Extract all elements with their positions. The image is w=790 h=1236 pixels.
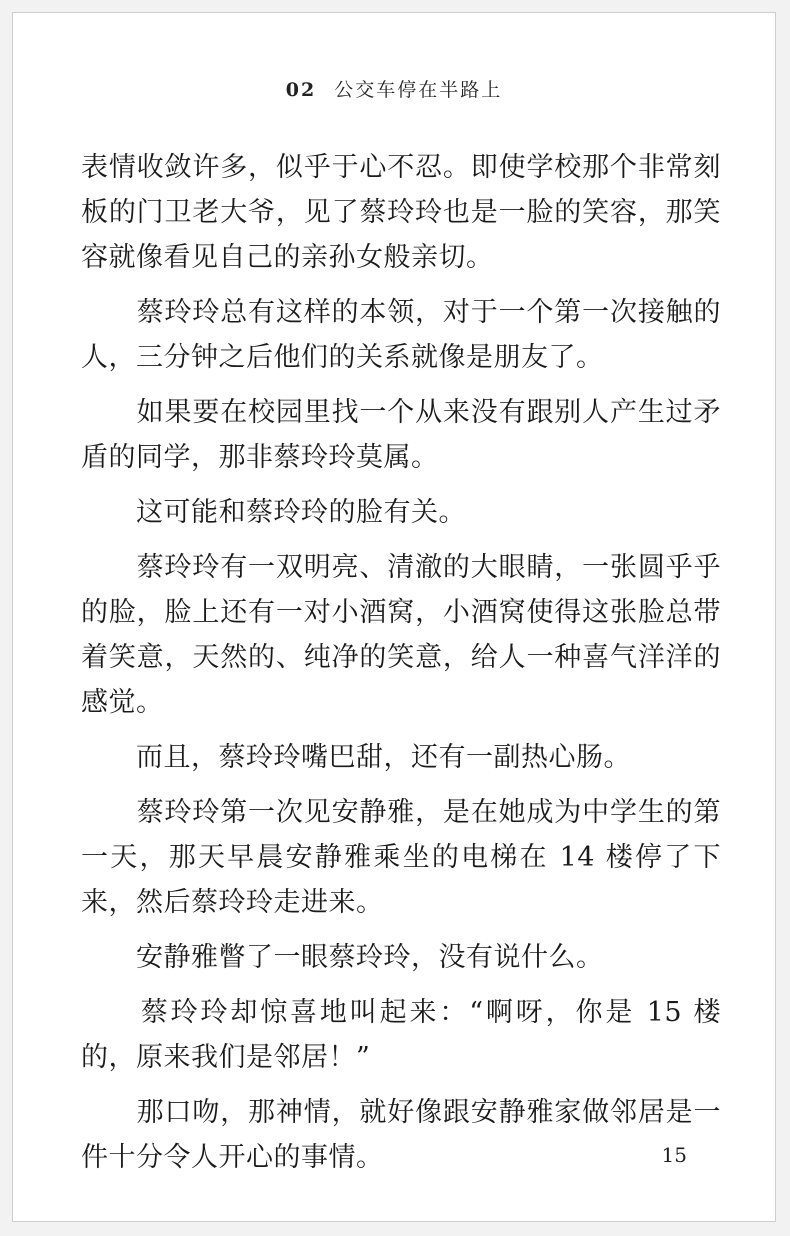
paragraph: 蔡玲玲第一次见安静雅，是在她成为中学生的第一天，那天早晨安静雅乘坐的电梯在 14 楼停了下来，然后蔡玲玲走进来。	[81, 797, 721, 918]
paragraph: 蔡玲玲有一双明亮、清澈的大眼睛，一张圆乎乎的脸，脸上还有一对小酒窝，小酒窝使得这张脸总带着笑意，天然的、纯净的笑意，给人一种喜气洋洋的感觉。	[81, 552, 721, 718]
paragraph: 蔡玲玲却惊喜地叫起来：“啊呀，你是 15 楼的，原来我们是邻居！”	[81, 997, 721, 1073]
paragraph: 安静雅瞥了一眼蔡玲玲，没有说什么。	[81, 942, 604, 973]
paragraph: 如果要在校园里找一个从来没有跟别人产生过矛盾的同学，那非蔡玲玲莫属。	[81, 397, 721, 473]
paragraph: 表情收敛许多，似乎于心不忍。即使学校那个非常刻板的门卫老大爷，见了蔡玲玲也是一脸的笑容，那笑容就像看见自己的亲孙女般亲切。	[81, 152, 721, 273]
paragraph: 那口吻，那神情，就好像跟安静雅家做邻居是一件十分令人开心的事情。	[81, 1097, 721, 1173]
body-text	[81, 145, 721, 1190]
chapter-number: 02	[285, 79, 317, 101]
book-page	[12, 12, 776, 1222]
chapter-title: 公交车停在半路上	[334, 79, 503, 101]
page-number: 15	[661, 1143, 687, 1167]
paragraph: 而且，蔡玲玲嘴巴甜，还有一副热心肠。	[81, 742, 631, 773]
running-head	[13, 75, 775, 102]
paragraph: 蔡玲玲总有这样的本领，对于一个第一次接触的人，三分钟之后他们的关系就像是朋友了。	[81, 297, 721, 373]
paragraph: 这可能和蔡玲玲的脸有关。	[81, 497, 466, 528]
